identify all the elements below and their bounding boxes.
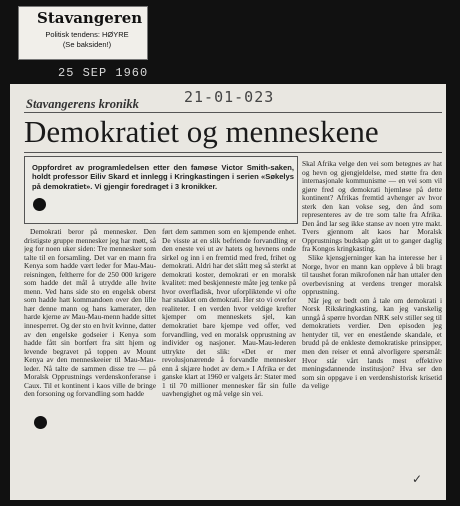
article-column-3 xyxy=(302,160,442,472)
article-column-1 xyxy=(24,228,156,496)
article-column-2 xyxy=(162,228,296,496)
column-1-text: Demokrati beror på mennesker. Den dristigste gruppe mennesker jeg har møtt, så jeg for noen uker siden: Tre mennesker som talte til en forsamling. Det var en mann fra Kenya som hadde vært leder for Mau-Mau-reisningen, feltherre for de 250 000 krigere som hadde det mål å utrydde alle hvite menn. Ved hans side sto en engelsk oberst som hadde hatt kommandoen over den lille hær denne mann og hans kamerater, den harde kjerne av Mau-Mau-menn hadde sittet innesperret. Og der sto en hvit kvinne, datter av den engelske godseier i Kenya som hadde fått sin bortført fra sitt hjem og levende begravet på toppen av Mount Kenya av den menneskeeier til Mau-Mau-leder. Nå talte de sammen disse tre — på Moralsk Opprustnings verdenskonferanse i Caux. Til et kontinent i kaos ville de bringe den forsoning og forvandling som hadde xyxy=(24,228,156,399)
intro-text: Oppfordret av programledelsen etter den famøse Victor Smith-saken, holdt professor Eiliv Skard et innlegg i Kringkastingen i serien «Søkelys på demokratiet». Vi gjengir foredraget i 3 kronikker. xyxy=(32,163,294,191)
punch-hole-bottom xyxy=(34,416,47,429)
political-tendency: Politisk tendens: HØYRE xyxy=(45,30,129,39)
intro-box xyxy=(24,156,298,224)
handwritten-archive-code: 21-01-023 xyxy=(184,88,275,106)
column-3-paragraph-3: Når jeg er bedt om å tale om demokrati i Norsk Rikskringkasting, kan jeg vanskelig unngå å spørre hvordan NRK selv stiller seg til demokratiets verdier. Den episoden jeg hentyder til, ver en enestående skandale, et brudd på de enkleste demokratiske prinsipper, men den reiser et ennå alvorligere spørsmål: Hvor står vårt lands mest effektive meningsdannende institusjon? Hva ser den som sin oppgave i en verdenshistorisk krisetid da velige xyxy=(302,295,442,391)
headline: Demokratiet og menneskene xyxy=(24,114,379,149)
headline-rule xyxy=(24,152,442,153)
see-back-note: (Se baksiden!) xyxy=(62,40,112,49)
punch-hole-top xyxy=(33,198,46,211)
clipping-source-label xyxy=(18,6,148,60)
pencil-check-mark: ✓ xyxy=(412,472,423,486)
column-2-text: ført dem sammen som en kjempende enhet. De visste at en slik befriende forvandling er den eneste vei ut av hatets og hevnens onde sirkel og inn i en fremtid med fred, frihet og demokrati. Aldri har det slått meg så sterkt at demokrati koster, demokrati er en moralsk kvalitet: med beskjenneste måte jeg tenke på hvor overfladisk, hvor uforpliktende vi ofte har snakket om demokrati. Her sto vi overfor realiteter. I en verden hvor veldige krefter kjemper om menneskets sjel, kan demokratiet bare kjempe ved offer, ved forvandling, ved en moralsk opprustning av individer og nasjoner. Mau-Mau-lederen uttrykte det slik: «Det er mer revolusjonærende å forvandle mennesker enn å skjære hodet av dem.» I Afrika er det ganske klart at 1960 er valgets år: Stater med 1 til 70 millioner mennesker får sin fulle uavhengighet og må velge sin vei. xyxy=(162,228,296,399)
newspaper-name: Stavangeren xyxy=(37,9,143,27)
column-3-paragraph-1: Skal Afrika velge den vei som betegnes av hat og hevn og gjengjeldelse, med støtte fra den internasjonale kommunisme — en vei som vil gjøre fred og demokrati hjemløse på dette kontinent? Afrikas fremtid avhenger av hvor sterk den kan vokse seg, den ånd som representeres av de tre som talte fra Afrika. Den ånd lar seg ikke stanse av noen ytre makt. Tvers gjennom alt kaos har Moralsk Opprustnings budskap gått ut to ganger daglig fra Kongos kringkasting. xyxy=(302,160,442,254)
date-stamp: 25 SEP 1960 xyxy=(58,66,149,80)
section-label: Stavangerens kronikk xyxy=(26,97,139,111)
section-rule xyxy=(24,112,442,113)
column-3-paragraph-2: Slike kjensgjerninger kan ha interesse her i Norge, hvor en mann kan oppleve å bli bragt til taushet foran mikrofonen når han uttaler den overbevisning at verdens trenger moralsk opprustning. xyxy=(302,253,442,297)
